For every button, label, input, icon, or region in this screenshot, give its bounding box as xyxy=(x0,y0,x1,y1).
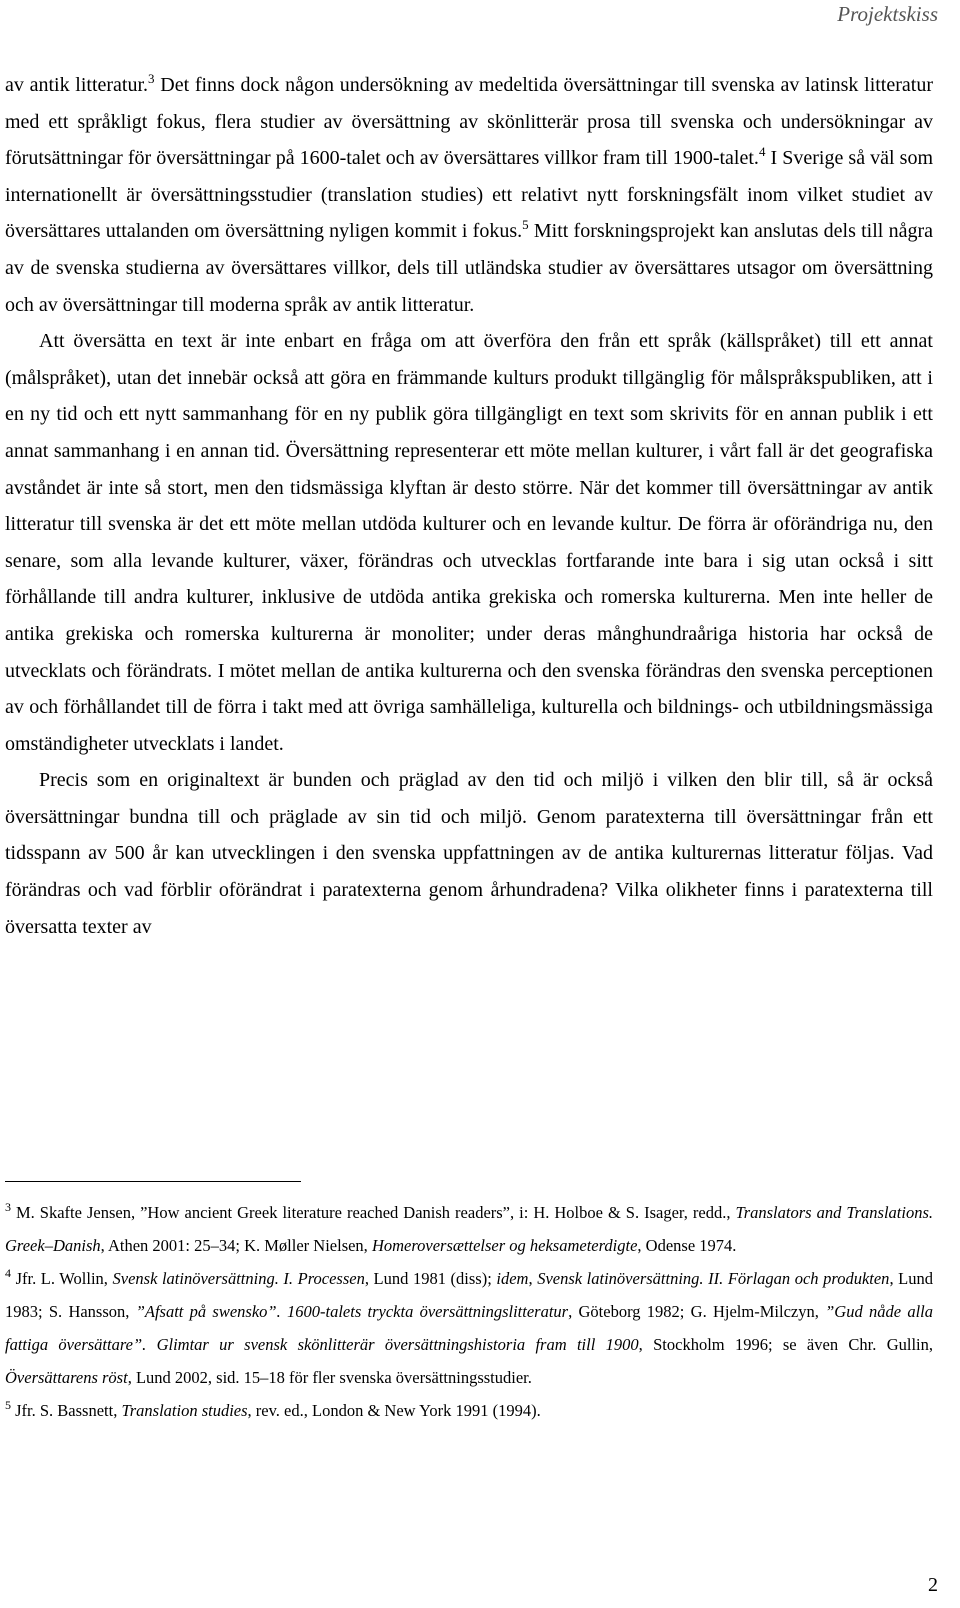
footnote-reference: 4 xyxy=(758,144,766,160)
footnote xyxy=(5,1196,933,1262)
paragraph xyxy=(5,67,933,323)
italic-title: ”Afsatt på swensko”. 1600-talets tryckta översättningslitteratur xyxy=(135,1302,569,1321)
text-run: av antik litteratur. xyxy=(5,74,149,96)
footnote-reference: 3 xyxy=(5,1200,11,1214)
text-run: Det finns dock någon undersökning av medeltida översättningar till svenska av latinsk litteratur med ett språkligt fokus, flera studier av översättning av skönlitterär prosa till svenska och undersökningar av förutsättningar för översättningar på 1600-talet och av översättares villkor fram till 1900-talet. xyxy=(5,74,933,170)
text-run: , xyxy=(528,1269,538,1288)
text-run: I Sverige så väl som internationellt är översättningsstudier (translation studies) ett relativt nytt forskningsfält inom vilket studiet av översättares uttalanden om översättning nyligen kommit i fokus. xyxy=(5,147,934,243)
italic-title: Translation studies xyxy=(121,1401,248,1420)
text-run: , Lund 1983; S. Hansson, xyxy=(5,1269,933,1321)
text-run: Precis som en originaltext är bunden och präglad av den tid och miljö i vilken den blir till, så är också översättningar bundna till och präglade av sin tid och miljö. Genom paratexterna till översättningar från ett tidsspann av 500 år kan utvecklingen i den svenska uppfattningen av de antika kulturernas litteratur följas. Vad förändras och vad förblir oförändrat i paratexterna genom århundradena? Vilka olikheter finns i paratexterna till översatta texter av xyxy=(5,769,933,938)
paragraph xyxy=(5,762,933,945)
text-run: M. Skafte Jensen, ”How ancient Greek literature reached Danish readers”, i: H. Holboe & S. Isager, redd., xyxy=(11,1203,736,1222)
text-run: , Stockholm 1996; se även Chr. Gullin, xyxy=(638,1335,933,1354)
text-run: , Lund 2002, sid. 15–18 för fler svenska översättningsstudier. xyxy=(127,1368,532,1387)
italic-title: ”Gud nåde alla fattiga översättare”. Glimtar ur svensk skönlitterär översättningshistoria fram till 1900 xyxy=(5,1302,934,1354)
italic-title: Översättarens röst xyxy=(5,1368,128,1387)
body-text xyxy=(5,67,933,945)
running-header: Projektskiss xyxy=(837,2,938,26)
footnote xyxy=(5,1394,933,1427)
text-run: , Göteborg 1982; G. Hjelm-Milczyn, xyxy=(568,1302,826,1321)
text-run: Jfr. L. Wollin, xyxy=(11,1269,113,1288)
paragraph xyxy=(5,323,933,762)
footnote xyxy=(5,1262,933,1394)
text-run: Mitt forskningsprojekt kan anslutas dels till några av de svenska studierna av översättares villkor, dels till utländska studier av översättares utsagor om översättning och av översättningar till moderna språk av antik litteratur. xyxy=(5,220,934,316)
text-run: Att översätta en text är inte enbart en fråga om att överföra den från ett språk (källspråket) till ett annat (målspråket), utan det innebär också att göra en främmande kulturs produkt tillgänglig för målspråkspubliken, att i en ny tid och ett nytt sammanhang för en ny publik göra tillgängligt en text som skrivits för en annan publik i ett annat sammanhang i en annan tid. Översättning representerar ett möte mellan kulturer, i vårt fall är det geografiska avståndet är inte så stort, men den tidsmässiga klyftan är desto större. När det kommer till översättningar av antik litteratur till svenska är det ett möte mellan utdöda kulturer och en levande kultur. De förra är oförändriga nu, den senare, som alla levande kulturer, växer, förändras och utvecklas fortfarande inte bara i sig utan också i sitt förhållande till andra kulturer, inklusive de utdöda antika grekiska och romerska kulturerna. Men inte heller de antika grekiska och romerska kulturerna är monoliter; under deras månghundraåriga historia har också de utvecklats och förändrats. I mötet mellan de antika kulturerna och den svenska förändras den svenska perceptionen av och förhållandet till de förra i takt med att övriga samhälleliga, kulturella och bildnings- och utbildningsmässiga omständigheter utvecklats i landet. xyxy=(5,330,933,755)
text-run: , rev. ed., London & New York 1991 (1994). xyxy=(247,1401,541,1420)
footnote-reference: 5 xyxy=(522,217,529,233)
text-run: , Athen 2001: 25–34; K. Møller Nielsen, xyxy=(100,1236,372,1255)
italic-title: Svensk latinöversättning. I. Processen xyxy=(112,1269,365,1288)
text-run: , Odense 1974. xyxy=(637,1236,737,1255)
footnote-reference: 5 xyxy=(5,1398,11,1412)
page-number: 2 xyxy=(928,1574,938,1596)
text-run: , Lund 1981 (diss); xyxy=(364,1269,497,1288)
footnote-reference: 3 xyxy=(148,71,155,86)
footnote-reference: 4 xyxy=(5,1266,11,1280)
italic-title: idem xyxy=(496,1269,529,1288)
footnotes xyxy=(5,1196,933,1427)
italic-title: Svensk latinöversättning. II. Förlagan och produkten xyxy=(537,1269,890,1288)
italic-title: Translators and Translations. Greek–Danish xyxy=(5,1203,933,1255)
footnote-separator xyxy=(5,1181,301,1182)
text-run: Jfr. S. Bassnett, xyxy=(11,1401,122,1420)
italic-title: Homeroversættelser og heksameterdigte xyxy=(371,1236,638,1255)
